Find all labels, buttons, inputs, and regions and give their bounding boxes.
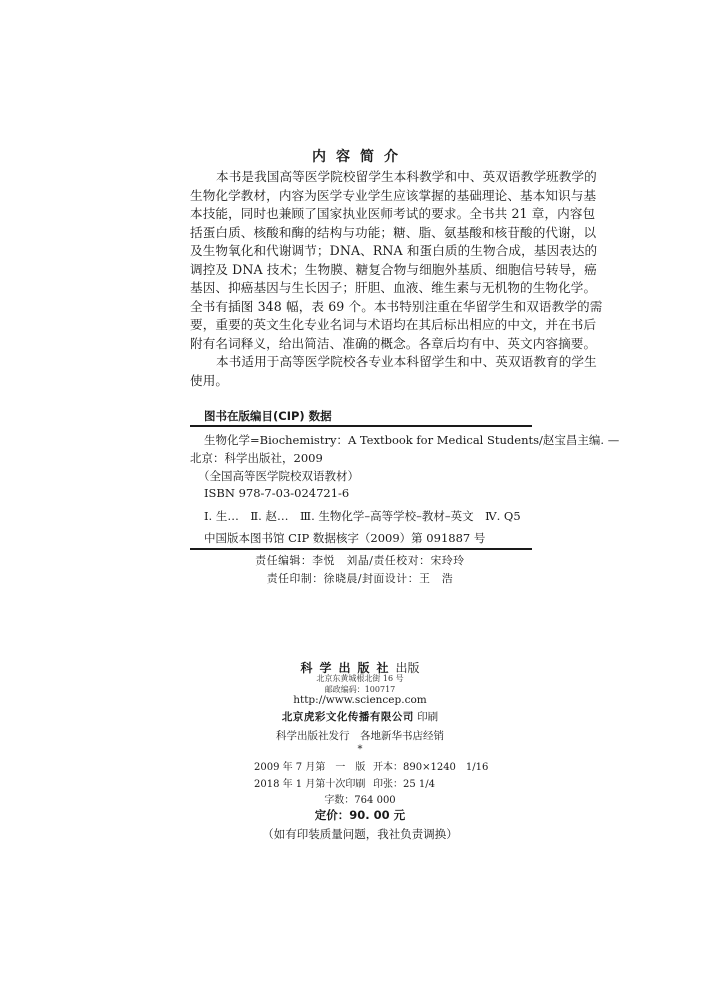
paragraph-line: 要，重要的英文生化专业名词与术语均在其后标出相应的中文，并在书后 — [190, 317, 597, 332]
paragraph-line: 基因、抑癌基因与生长因子；肝胆、血液、维生素与无机物的生物化学。 — [190, 280, 597, 295]
paragraph-line: 及生物氧化和代谢调节；DNA、RNA 和蛋白质的生物合成，基因表达的 — [190, 243, 598, 258]
cip-number: 中国版本图书馆 CIP 数据核字（2009）第 091887 号 — [204, 531, 486, 545]
paragraph-line: 括蛋白质、核酸和酶的结构与功能；糖、脂、氨基酸和核苷酸的代谢，以 — [190, 224, 597, 240]
distribution-line: 科学出版社发行 各地新华书店经销 — [276, 730, 444, 742]
cip-series: （全国高等医学院校双语教材） — [198, 469, 359, 483]
printer-line — [0, 709, 720, 724]
cip-bottom-rule — [190, 548, 532, 550]
paragraph-line: 使用。 — [190, 372, 229, 388]
sheet-count: 印张：25 1/4 — [373, 779, 435, 790]
paragraph-line: 本书是我国高等医学院校留学生本科教学和中、英双语教学班教学的 — [216, 169, 597, 184]
publisher-address: 北京东黄城根北街 16 号 — [316, 674, 404, 683]
summary-body — [190, 168, 603, 390]
printer-suffix: 印刷 — [417, 711, 439, 723]
paragraph-line: 全书有插图 348 幅，表 69 个。本书特别注重在华留学生和双语教学的需 — [190, 298, 603, 314]
design-credits: 责任印制：徐晓晨/封面设计：王 浩 — [266, 572, 454, 585]
publisher-suffix: 出版 — [395, 661, 420, 675]
paragraph-line: 附有名词释义，给出简洁、准确的概念。各章后均有中、英文内容摘要。 — [190, 335, 597, 351]
cip-publisher-line: 北京：科学出版社，2009 — [190, 451, 323, 465]
cip-heading: 图书在版编目(CIP) 数据 — [204, 409, 332, 423]
paragraph-line: 本技能，同时也兼顾了国家执业医师考试的要求。全书共 21 章，内容包 — [190, 206, 596, 221]
separator-star: * — [357, 744, 363, 755]
paragraph-line: 本书适用于高等医学院校各专业本科留学生和中、英双语教育的学生 — [216, 354, 597, 369]
cip-isbn: ISBN 978-7-03-024721-6 — [204, 486, 350, 500]
summary-title: 内容简介 — [312, 149, 408, 165]
cip-classification: Ⅰ. 生… Ⅱ. 赵… Ⅲ. 生物化学–高等学校–教材–英文 Ⅳ. Q5 — [204, 509, 521, 523]
format-size: 开本：890×1240 1/16 — [373, 762, 489, 773]
edition-date: 2009 年 7 月第 一 版 — [254, 762, 366, 773]
paragraph-line: 生物化学教材，内容为医学专业学生应该掌握的基础理论、基本知识与基 — [190, 187, 597, 203]
editor-credits: 责任编辑：李悦 刘晶/责任校对：宋玲玲 — [255, 554, 465, 567]
printing-date: 2018 年 1 月第十次印刷 — [254, 779, 366, 790]
postal-code: 邮政编码：100717 — [324, 685, 396, 694]
cip-title-line: 生物化学=Biochemistry：A Textbook for Medical Students/赵宝昌主编. — — [204, 433, 620, 447]
publisher-name: 科学出版社 — [300, 661, 396, 675]
paragraph-line: 调控及 DNA 技术；生物膜、糖复合物与细胞外基质、细胞信号转导，癌 — [190, 261, 597, 277]
word-count: 字数：764 000 — [324, 795, 396, 806]
printer-name: 北京虎彩文化传播有限公司 — [281, 711, 414, 723]
quality-note: （如有印装质量问题，我社负责调换） — [262, 827, 458, 841]
price: 定价：90. 00 元 — [314, 808, 406, 822]
cip-top-rule — [190, 425, 532, 427]
publisher-url: http://www.sciencep.com — [293, 694, 427, 706]
